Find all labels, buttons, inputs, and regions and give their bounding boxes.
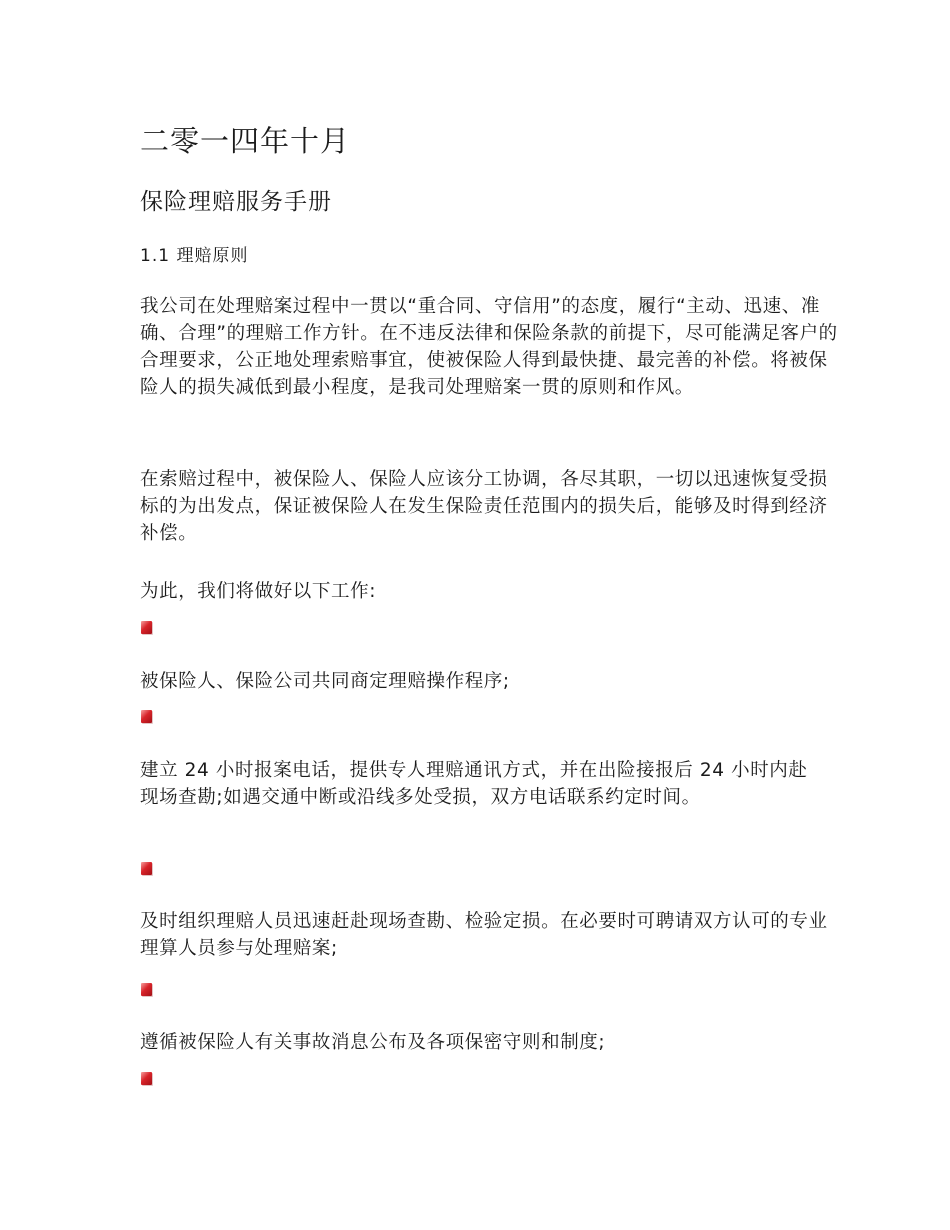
red-square-bullet-icon [141,862,152,875]
red-square-bullet-icon [141,1072,152,1085]
section-heading: 1.1 理赔原则 [140,246,249,266]
list-item: 及时组织理赔人员迅速赶赴现场查勘、检验定损。在必要时可聘请双方认可的专业理算人员参与处理赔案; [140,911,828,959]
list-item: 建立 24 小时报案电话，提供专人理赔通讯方式，并在出险接报后 24 小时内赴现场查勘;如遇交通中断或沿线多处受损，双方电话联系约定时间。 [140,760,808,808]
date-title: 二零一四年十月 [140,124,351,158]
red-square-bullet-icon [141,621,152,634]
paragraph-claim-process: 在索赔过程中，被保险人、保险人应该分工协调，各尽其职，一切以迅速恢复受损标的为出发点，保证被保险人在发生保险责任范围内的损失后，能够及时得到经济补偿。 [140,469,828,544]
document-title: 保险理赔服务手册 [140,189,332,215]
red-square-bullet-icon [141,983,152,996]
paragraph-intro-list: 为此，我们将做好以下工作: [140,581,377,602]
red-square-bullet-icon [141,710,152,723]
list-item: 被保险人、保险公司共同商定理赔操作程序; [140,671,510,692]
paragraph-principle: 我公司在处理赔案过程中一贯以“重合同、守信用”的态度，履行“主动、迅速、准确、合理”的理赔工作方针。在不违反法律和保险条款的前提下，尽可能满足客户的合理要求，公正地处理索赔事宜，使被保险人得到最快捷、最完善的补偿。将被保险人的损失减低到最小程度，是我司处理赔案一贯的原则和作风。 [140,296,838,398]
list-item: 遵循被保险人有关事故消息公布及各项保密守则和制度; [140,1032,606,1053]
